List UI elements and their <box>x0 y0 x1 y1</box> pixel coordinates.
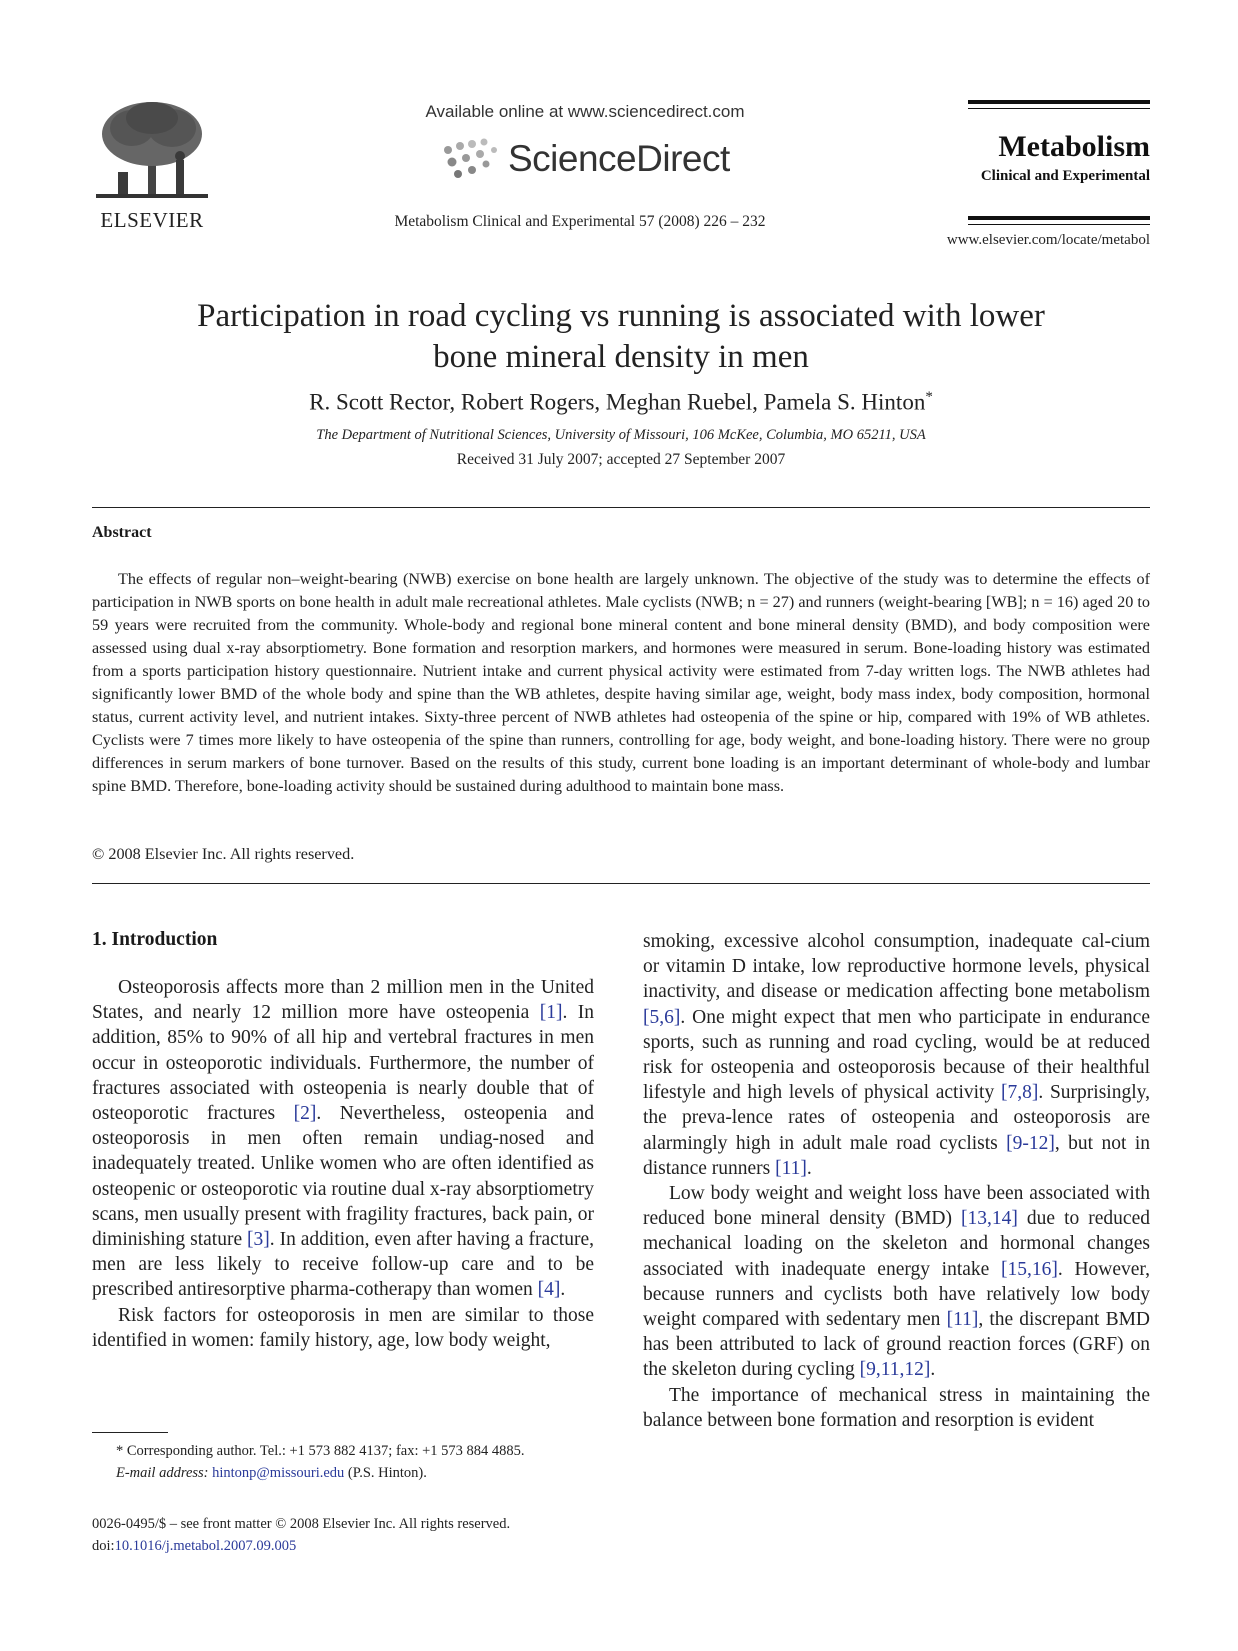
sciencedirect-wordmark: ScienceDirect <box>508 138 730 179</box>
journal-bottom-rule <box>968 216 1150 220</box>
footnote-rule <box>92 1432 168 1433</box>
citation-link[interactable]: [4] <box>537 1279 561 1301</box>
article-title-line2: bone mineral density in men <box>433 339 809 375</box>
journal-top-rule <box>968 100 1150 104</box>
elsevier-tree-icon <box>92 98 222 206</box>
sciencedirect-dots-icon <box>438 138 502 182</box>
doi-link[interactable]: 10.1016/j.metabol.2007.09.005 <box>114 1538 297 1554</box>
journal-top-rule-thin <box>968 108 1150 109</box>
citation-link[interactable]: [7,8] <box>1000 1082 1039 1104</box>
abstract-heading: Abstract <box>92 524 152 541</box>
intro-paragraph-2-start: Risk factors for osteoporosis in men are similar to those identified in women: family history, age, low body weight, <box>92 1304 594 1351</box>
front-matter-line: 0026-0495/$ – see front matter © 2008 Elsevier Inc. All rights reserved. <box>92 1516 511 1532</box>
received-dates: Received 31 July 2007; accepted 27 September 2007 <box>456 451 786 468</box>
publisher-wordmark: ELSEVIER <box>100 208 204 232</box>
elsevier-logo <box>92 98 222 230</box>
journal-url[interactable]: www.elsevier.com/locate/metabol <box>946 232 1150 248</box>
journal-citation: Metabolism Clinical and Experimental 57 (2008) 226 – 232 <box>394 213 766 230</box>
corresponding-author-mark[interactable]: * <box>925 389 933 405</box>
intro-paragraph-4: The importance of mechanical stress in maintaining the balance between bone formation and resorption is evident <box>643 1384 1150 1431</box>
doi-label: doi: <box>92 1538 115 1554</box>
front-matter-footer <box>92 1513 602 1557</box>
article-title <box>92 296 1150 378</box>
abstract-text: The effects of regular non–weight-bearing (NWB) exercise on bone health are largely unknown. The objective of the study was to determine the effects of participation in NWB sports on bone health in adult male recreational athletes. Male cyclists (NWB; n = 27) and runners (weight-bearing [WB]; n = 16) aged 20 to 59 years were recruited from the community. Whole-body and regional bone mineral content and bone mineral density (BMD), and body composition were assessed using dual x-ray absorptiometry. Bone formation and resorption markers, and hormones were measured in serum. Bone-loading history was estimated from a sports participation history questionnaire. Nutrient intake and current physical activity were estimated from 7-day written logs. The NWB athletes had significantly lower BMD of the whole body and spine than the WB athletes, despite having similar age, weight, body mass index, body composition, hormonal status, current activity level, and nutrient intakes. Sixty-three percent of NWB athletes had osteopenia of the spine or hip, compared with 19% of WB athletes. Cyclists were 7 times more likely to have osteopenia of the spine than runners, controlling for age, body weight, and bone-loading history. There were no group differences in serum markers of bone turnover. Based on the results of this study, current bone loading is an important determinant of whole-body and lumbar spine BMD. Therefore, bone-loading activity should be sustained during adulthood to maintain bone mass. <box>92 570 1150 795</box>
journal-title: Metabolism <box>998 130 1150 163</box>
doi-line <box>92 1535 602 1557</box>
citation-link[interactable]: [9-12] <box>1006 1132 1055 1154</box>
article-title-line1: Participation in road cycling vs running is associated with lower <box>197 298 1045 334</box>
citation-link[interactable]: [2] <box>293 1103 317 1125</box>
author-affiliation: The Department of Nutritional Sciences, University of Missouri, 106 McKee, Columbia, MO 65211, USA <box>316 427 926 443</box>
abstract-copyright: © 2008 Elsevier Inc. All rights reserved. <box>92 845 355 863</box>
abstract-top-rule <box>92 507 1150 508</box>
intro-paragraph-2-continued: smoking, excessive alcohol consumption, inadequate cal-cium or vitamin D intake, low reproductive hormone levels, physical inactivity, and disease or medication affecting bone metabolism [5,6]. One might expect that men who participate in endurance sports, such as running and road cycling, would be at reduced risk for osteopenia and osteoporosis because of their healthful lifestyle and high levels of physical activity [7,8]. Surprisingly, the preva-lence rates of osteopenia and osteoporosis are alarmingly high in adult male road cyclists [9-12], but not in distance runners [11]. <box>643 931 1150 1179</box>
email-label: E-mail address: <box>116 1465 209 1481</box>
corresponding-author-footnote <box>92 1440 602 1484</box>
intro-paragraph-1: Osteoporosis affects more than 2 million men in the United States, and nearly 12 million more have osteopenia [1]. In addition, 85% to 90% of all hip and vertebral fractures in men occur in osteoporotic individuals. Furthermore, the number of fractures associated with osteopenia is nearly double that of osteoporotic fractures [2]. Nevertheless, osteopenia and osteoporosis in men often remain undiag-nosed and inadequately treated. Unlike women who are often identified as osteopenic or osteoporotic via routine dual x-ray absorptiometry scans, men usually present with fragility fractures, back pain, or diminishing stature [3]. In addition, even after having a fracture, men are less likely to receive follow-up care and to be prescribed antiresorptive pharma-cotherapy than women [4]. <box>92 977 594 1301</box>
author-list: R. Scott Rector, Robert Rogers, Meghan Ruebel, Pamela S. Hinton <box>309 389 926 415</box>
abstract-bottom-rule <box>92 883 1150 884</box>
corresponding-author-line: * Corresponding author. Tel.: +1 573 882 4137; fax: +1 573 884 4885. <box>116 1443 525 1459</box>
citation-link[interactable]: [15,16] <box>1001 1258 1058 1280</box>
email-line <box>92 1462 602 1484</box>
citation-link[interactable]: [5,6] <box>643 1006 681 1028</box>
email-link[interactable]: hintonp@missouri.edu <box>212 1465 345 1481</box>
journal-bottom-rule-thin <box>968 224 1150 225</box>
right-column <box>643 929 1150 1433</box>
intro-paragraph-3: Low body weight and weight loss have been associated with reduced bone mineral density (BMD) [13,14] due to reduced mechanical loading on the skeleton and hormonal changes associated with inadequate energy intake [15,16]. However, because runners and cyclists both have relatively low body weight compared with sedentary men [11], the discrepant BMD has been attributed to lack of ground reaction forces (GRF) on the skeleton during cycling [9,11,12]. <box>643 1183 1151 1381</box>
sciencedirect-logo <box>438 138 758 188</box>
available-online-text: Available online at www.sciencedirect.com <box>425 102 745 121</box>
citation-link[interactable]: [13,14] <box>961 1208 1018 1230</box>
citation-link[interactable]: [11] <box>775 1157 807 1179</box>
left-column <box>92 975 594 1353</box>
citation-link[interactable]: [11] <box>946 1309 979 1331</box>
citation-link[interactable]: [1] <box>539 1002 563 1024</box>
email-suffix: (P.S. Hinton). <box>344 1465 427 1481</box>
article-authors <box>92 389 1150 416</box>
journal-subtitle: Clinical and Experimental <box>980 168 1150 184</box>
citation-link[interactable]: [3] <box>247 1229 270 1251</box>
citation-link[interactable]: [9,11,12] <box>859 1359 931 1381</box>
section-heading-introduction: 1. Introduction <box>92 929 218 950</box>
